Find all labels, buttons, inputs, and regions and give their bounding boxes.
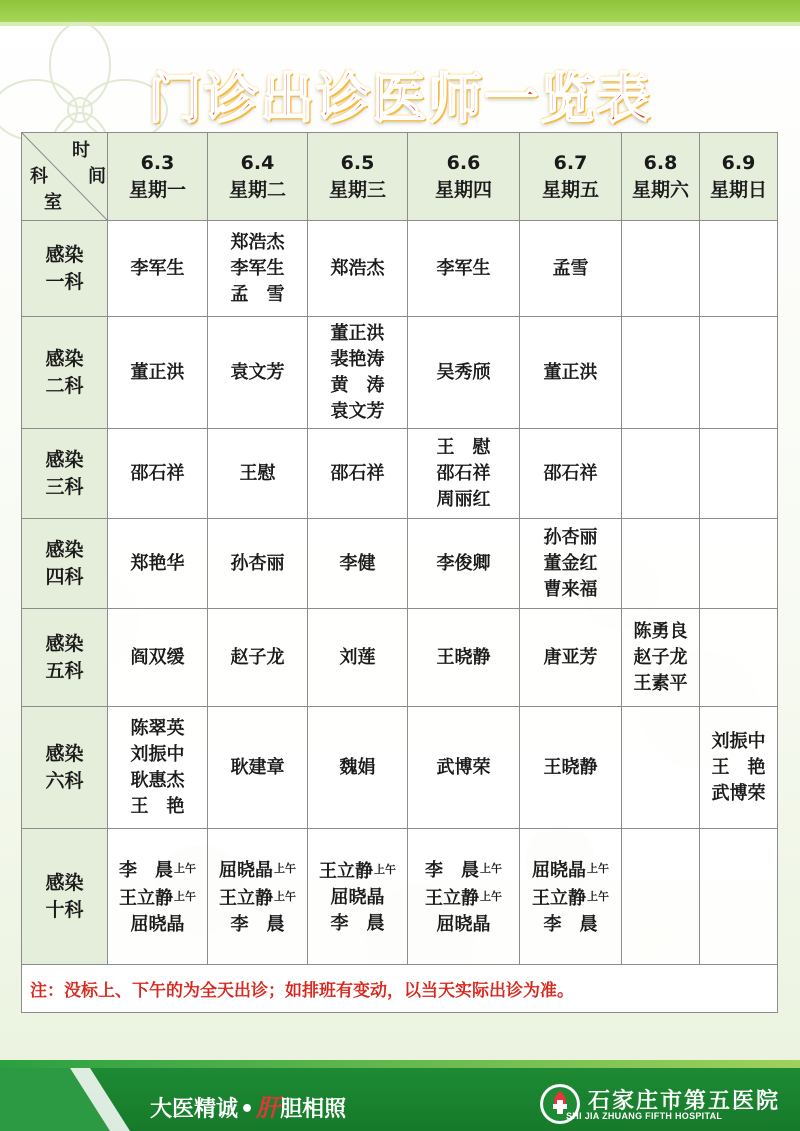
doctor-name: 刘振中: [711, 730, 766, 752]
day-header: [700, 133, 778, 221]
schedule-cell: [208, 221, 308, 317]
doctor-entry: [310, 321, 405, 347]
doctor-name: 孟 雪: [230, 283, 285, 305]
corner-room-char: 室: [44, 192, 62, 213]
doctor-entry: [522, 461, 619, 487]
schedule-cell: [208, 317, 308, 429]
department-row: [22, 519, 778, 609]
schedule-cell: [308, 221, 408, 317]
doctor-name: 王晓静: [543, 756, 598, 778]
doctor-name: 孟雪: [552, 257, 589, 279]
day-header: [208, 133, 308, 221]
doctor-name: 孙杏丽: [230, 552, 285, 574]
doctor-entry: [310, 911, 405, 937]
schedule-cell: [108, 829, 208, 965]
doctor-entry: [522, 551, 619, 577]
session-tag: 上午: [174, 861, 196, 875]
doctor-entry: [410, 435, 517, 461]
schedule-cell: [622, 317, 700, 429]
doctor-name: 郑浩杰: [230, 231, 285, 253]
corner-time-char: 间: [88, 166, 106, 187]
doctor-entry: [410, 551, 517, 577]
doctor-entry: [310, 755, 405, 781]
doctor-name: 李 晨: [230, 913, 285, 935]
doctor-name: 屈晓晶: [532, 859, 586, 881]
doctor-name: 邵石祥: [436, 462, 491, 484]
doctor-entry: [110, 742, 205, 768]
session-tag: 上午: [587, 861, 609, 875]
doctor-name: 屈晓晶: [130, 913, 185, 935]
schedule-cell: [622, 429, 700, 519]
doctor-entry: [110, 912, 205, 938]
doctor-name: 吴秀颀: [436, 361, 491, 383]
department-row: [22, 317, 778, 429]
day-weekday: 星期一: [128, 178, 186, 201]
doctor-entry: [210, 461, 305, 487]
doctor-name: 屈晓晶: [436, 913, 491, 935]
doctor-name: 董正洪: [330, 322, 385, 344]
doctor-name: 李俊卿: [436, 552, 491, 574]
slogan-right: 胆相照: [280, 1097, 347, 1122]
day-header: [622, 133, 700, 221]
session-tag: 上午: [174, 889, 196, 903]
doctor-entry: [410, 645, 517, 671]
doctor-entry: [410, 912, 517, 938]
hospital-name: 石家庄市第五医院: [588, 1088, 781, 1114]
doctor-entry: [522, 360, 619, 386]
doctor-name: 郑浩杰: [330, 257, 385, 279]
doctor-name: 董金红: [543, 552, 598, 574]
schedule-cell: [520, 429, 622, 519]
doctor-name: 唐亚芳: [543, 646, 598, 668]
department-name-line: 感染: [45, 448, 84, 471]
department-name-line: 十科: [45, 898, 84, 921]
schedule-cell: [108, 609, 208, 707]
doctor-entry: [110, 856, 205, 884]
doctor-name: 李健: [339, 552, 376, 574]
day-date: 6.4: [240, 151, 275, 174]
department-name-cell: [22, 519, 108, 609]
day-date: 6.8: [643, 151, 678, 174]
doctor-name: 邵石祥: [330, 462, 385, 484]
schedule-cell: [700, 221, 778, 317]
schedule-cell: [408, 221, 520, 317]
department-name-line: 感染: [45, 243, 84, 266]
doctor-entry: [522, 755, 619, 781]
doctor-entry: [210, 551, 305, 577]
doctor-name: 邵石祥: [130, 462, 185, 484]
doctor-name: 魏娟: [339, 756, 376, 778]
schedule-note: 注：没标上、下午的为全天出诊；如排班有变动，以当天实际出诊为准。: [22, 965, 778, 1013]
day-weekday: 星期日: [709, 178, 767, 201]
doctor-name: 王 艳: [130, 795, 185, 817]
schedule-cell: [622, 221, 700, 317]
schedule-cell: [108, 429, 208, 519]
doctor-entry: [210, 856, 305, 884]
doctor-name: 武博荣: [711, 782, 766, 804]
doctor-entry: [522, 256, 619, 282]
doctor-entry: [410, 461, 517, 487]
doctor-entry: [702, 781, 775, 807]
doctor-name: 袁文芳: [230, 361, 285, 383]
schedule-cell: [208, 519, 308, 609]
doctor-entry: [310, 885, 405, 911]
schedule-cell: [108, 519, 208, 609]
doctor-name: 董正洪: [130, 361, 185, 383]
doctor-entry: [310, 256, 405, 282]
schedule-cell: [700, 609, 778, 707]
doctor-name: 郑艳华: [130, 552, 185, 574]
doctor-name: 耿建章: [230, 756, 285, 778]
doctor-name: 董正洪: [543, 361, 598, 383]
schedule-cell: [520, 317, 622, 429]
schedule-cell: [700, 317, 778, 429]
session-tag: 上午: [274, 889, 296, 903]
doctor-entry: [410, 856, 517, 884]
doctor-entry: [110, 645, 205, 671]
doctor-entry: [210, 645, 305, 671]
doctor-entry: [410, 360, 517, 386]
doctor-name: 李 晨: [425, 859, 479, 881]
schedule-cell: [408, 609, 520, 707]
schedule-cell: [520, 221, 622, 317]
schedule-cell: [700, 707, 778, 829]
department-row: [22, 609, 778, 707]
schedule-body: [22, 221, 778, 965]
doctor-entry: [410, 256, 517, 282]
day-weekday: 星期二: [228, 178, 286, 201]
doctor-entry: [210, 256, 305, 282]
schedule-cell: [208, 707, 308, 829]
doctor-name: 阎双缓: [130, 646, 185, 668]
doctor-name: 刘莲: [339, 646, 376, 668]
doctor-entry: [310, 857, 405, 885]
schedule-cell: [408, 317, 520, 429]
department-name-cell: [22, 609, 108, 707]
day-weekday: 星期四: [434, 178, 492, 201]
doctor-entry: [522, 645, 619, 671]
doctor-entry: [110, 716, 205, 742]
footer-slogan: [150, 1088, 346, 1123]
corner-cell: [22, 133, 108, 221]
department-name-line: 三科: [45, 475, 84, 498]
department-name-cell: [22, 829, 108, 965]
doctor-name: 王慰: [239, 462, 276, 484]
doctor-name: 李 晨: [119, 859, 173, 881]
doctor-entry: [110, 461, 205, 487]
schedule-cell: [308, 829, 408, 965]
schedule-cell: [308, 429, 408, 519]
doctor-entry: [110, 884, 205, 912]
department-name-line: 二科: [45, 374, 84, 397]
department-name-line: 感染: [45, 632, 84, 655]
doctor-name: 王立静: [532, 887, 586, 909]
schedule-cell: [308, 609, 408, 707]
doctor-name: 王 慰: [436, 436, 491, 458]
schedule-cell: [108, 317, 208, 429]
doctor-entry: [210, 282, 305, 308]
doctor-name: 武博荣: [436, 756, 491, 778]
schedule-cell: [520, 519, 622, 609]
doctor-name: 王立静: [319, 860, 373, 882]
slogan-left: 大医精诚: [150, 1097, 239, 1122]
doctor-name: 陈翠英: [130, 717, 185, 739]
doctor-entry: [110, 360, 205, 386]
doctor-entry: [210, 230, 305, 256]
day-weekday: 星期三: [328, 178, 386, 201]
doctor-entry: [522, 525, 619, 551]
doctor-entry: [624, 645, 697, 671]
schedule-cell: [700, 829, 778, 965]
doctor-entry: [522, 577, 619, 603]
schedule-cell: [520, 707, 622, 829]
schedule-cell: [622, 707, 700, 829]
department-row: [22, 707, 778, 829]
doctor-name: 屈晓晶: [219, 859, 273, 881]
session-tag: 上午: [274, 861, 296, 875]
doctor-entry: [702, 729, 775, 755]
doctor-name: 赵子龙: [230, 646, 285, 668]
schedule-cell: [408, 519, 520, 609]
schedule-cell: [520, 609, 622, 707]
doctor-entry: [310, 347, 405, 373]
doctor-entry: [410, 884, 517, 912]
doctor-name: 王素平: [633, 672, 688, 694]
doctor-entry: [522, 884, 619, 912]
department-name-line: 感染: [45, 538, 84, 561]
day-date: 6.3: [140, 151, 175, 174]
doctor-entry: [310, 461, 405, 487]
schedule-cell: [622, 519, 700, 609]
doctor-name: 曹来福: [543, 578, 598, 600]
schedule-cell: [520, 829, 622, 965]
department-name-line: 感染: [45, 871, 84, 894]
schedule-cell: [208, 609, 308, 707]
schedule-cell: [622, 829, 700, 965]
department-row: [22, 429, 778, 519]
doctor-name: 王立静: [119, 887, 173, 909]
schedule-cell: [108, 707, 208, 829]
doctor-name: 耿惠杰: [130, 769, 185, 791]
doctor-name: 李军生: [230, 257, 285, 279]
department-name-line: 一科: [45, 270, 84, 293]
doctor-name: 王 艳: [711, 756, 766, 778]
doctor-name: 李军生: [130, 257, 185, 279]
corner-room-char: 科: [30, 166, 48, 187]
doctor-name: 陈勇良: [633, 620, 688, 642]
schedule-cell: [208, 429, 308, 519]
hospital-name-english: SHI JIA ZHUANG FIFTH HOSPITAL: [566, 1111, 723, 1121]
doctor-name: 邵石祥: [543, 462, 598, 484]
doctor-entry: [410, 487, 517, 513]
day-header: [108, 133, 208, 221]
schedule-cell: [308, 317, 408, 429]
day-header: [308, 133, 408, 221]
doctor-entry: [310, 399, 405, 425]
doctor-entry: [110, 794, 205, 820]
schedule-cell: [108, 221, 208, 317]
doctor-name: 李 晨: [543, 913, 598, 935]
doctor-name: 黄 涛: [330, 374, 385, 396]
department-name-cell: [22, 429, 108, 519]
doctor-name: 王立静: [425, 887, 479, 909]
schedule-cell: [408, 429, 520, 519]
day-date: 6.5: [340, 151, 375, 174]
schedule-cell: [208, 829, 308, 965]
doctor-entry: [310, 373, 405, 399]
doctor-entry: [210, 912, 305, 938]
page-title: 门诊出诊医师一览表: [148, 67, 652, 130]
schedule-cell: [308, 519, 408, 609]
doctor-entry: [702, 755, 775, 781]
doctor-entry: [522, 912, 619, 938]
session-tag: 上午: [374, 862, 396, 876]
doctor-entry: [110, 768, 205, 794]
doctor-name: 王晓静: [436, 646, 491, 668]
doctor-entry: [522, 856, 619, 884]
day-header: [520, 133, 622, 221]
doctor-name: 袁文芳: [330, 400, 385, 422]
department-name-line: 四科: [45, 565, 84, 588]
department-name-line: 感染: [45, 742, 84, 765]
header-row: [22, 133, 778, 221]
schedule-cell: [308, 707, 408, 829]
doctor-name: 赵子龙: [633, 646, 688, 668]
department-row: [22, 829, 778, 965]
department-name-cell: [22, 221, 108, 317]
day-weekday: 星期五: [541, 178, 599, 201]
schedule-cell: [408, 829, 520, 965]
corner-time-char: 时: [72, 140, 90, 161]
doctor-name: 王立静: [219, 887, 273, 909]
schedule-cell: [700, 429, 778, 519]
schedule-cell: [700, 519, 778, 609]
note-row: [22, 965, 778, 1013]
department-name-line: 五科: [45, 659, 84, 682]
slogan-accent: 肝: [256, 1094, 281, 1122]
doctor-name: 周丽红: [436, 488, 491, 510]
footer-swoosh-decoration: [0, 1060, 140, 1131]
doctor-entry: [110, 551, 205, 577]
doctor-name: 刘振中: [130, 743, 185, 765]
department-name-line: 六科: [45, 769, 84, 792]
schedule-table: [21, 132, 778, 1013]
doctor-entry: [624, 671, 697, 697]
doctor-entry: [624, 619, 697, 645]
session-tag: 上午: [587, 889, 609, 903]
schedule-cell: [622, 609, 700, 707]
day-date: 6.6: [446, 151, 481, 174]
doctor-name: 屈晓晶: [330, 886, 385, 908]
slogan-dot: •: [240, 1097, 255, 1122]
doctor-entry: [310, 645, 405, 671]
doctor-name: 孙杏丽: [543, 526, 598, 548]
doctor-entry: [210, 884, 305, 912]
doctor-entry: [210, 360, 305, 386]
day-header: [408, 133, 520, 221]
day-weekday: 星期六: [631, 178, 689, 201]
day-date: 6.7: [553, 151, 588, 174]
doctor-name: 李军生: [436, 257, 491, 279]
department-name-cell: [22, 707, 108, 829]
department-name-line: 感染: [45, 347, 84, 370]
doctor-name: 裴艳涛: [330, 348, 385, 370]
doctor-name: 李 晨: [330, 912, 385, 934]
doctor-entry: [210, 755, 305, 781]
doctor-entry: [110, 256, 205, 282]
doctor-entry: [410, 755, 517, 781]
schedule-cell: [408, 707, 520, 829]
doctor-entry: [310, 551, 405, 577]
session-tag: 上午: [480, 889, 502, 903]
session-tag: 上午: [480, 861, 502, 875]
department-row: [22, 221, 778, 317]
department-name-cell: [22, 317, 108, 429]
day-date: 6.9: [721, 151, 756, 174]
